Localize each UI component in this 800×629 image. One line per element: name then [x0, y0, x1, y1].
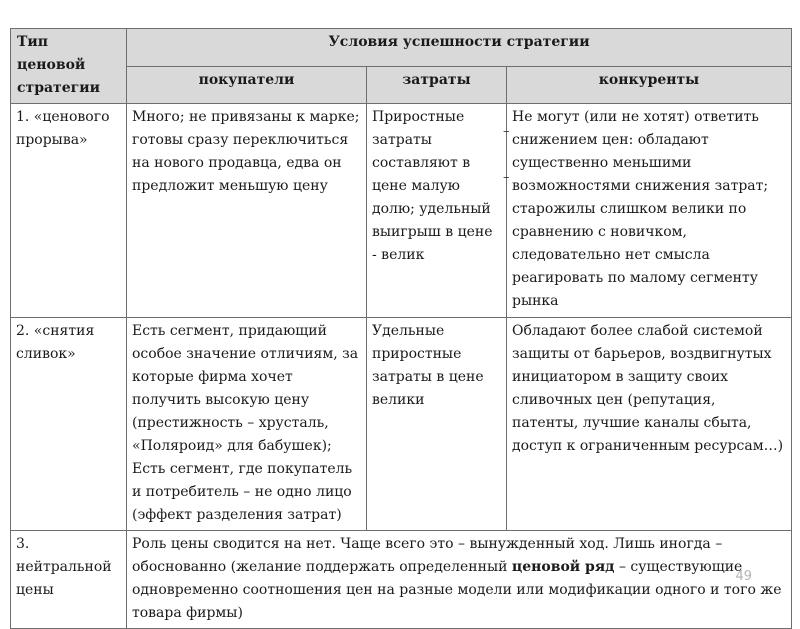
- row2-competitors: Обладают более слабой системой защиты от барьеров, воздвигнутых инициатором в защиту своих сливочных цен (репутация, патенты, лучшие каналы сбыта, доступ к ограниченным ресурсам…): [507, 318, 792, 531]
- row1-costs: Приростные затраты составляют в цене малую долю; удельный выигрыш в цене - велик: [367, 104, 507, 318]
- header-row-2: [11, 66, 792, 104]
- table-row-1: [11, 104, 792, 318]
- row1-type: 1. «ценового прорыва»: [11, 104, 127, 318]
- header-costs: затраты: [367, 66, 507, 104]
- row3-text-part1: Роль цены сводится на нет. Чаще всего это – вынужденный ход. Лишь иногда – обоснованно (желание поддержать определенный: [132, 536, 723, 575]
- row3-type: 3. нейтральной цены: [11, 531, 127, 629]
- row2-buyers: Есть сегмент, придающий особое значение отличиям, за которые фирма хочет получить высокую цену (престижность – хрусталь, «Поляроид» для бабушек); Есть сегмент, где покупатель и потребитель – не одно лицо (эффект разделения затрат): [127, 318, 367, 531]
- row2-type: 2. «снятия сливок»: [11, 318, 127, 531]
- strategy-table: [10, 28, 792, 629]
- page-number: 49: [735, 569, 752, 584]
- row3-text-bold: ценовой ряд: [511, 559, 615, 575]
- row1-buyers: Много; не привязаны к марке; готовы сразу переключиться на нового продавца, едва он предложит меньшую цену: [127, 104, 367, 318]
- row3-merged: [127, 531, 792, 629]
- header-conditions: Условия успешности стратегии: [127, 29, 792, 67]
- row2-costs: Удельные приростные затраты в цене велики: [367, 318, 507, 531]
- header-row-1: [11, 29, 792, 67]
- table-row-3: [11, 531, 792, 629]
- bullet-marker-2: –: [503, 170, 510, 185]
- header-competitors: конкуренты: [507, 66, 792, 104]
- header-buyers: покупатели: [127, 66, 367, 104]
- bullet-marker-1: –: [503, 124, 510, 139]
- row1-competitors: Не могут (или не хотят) ответить снижением цен: обладают существенно меньшими возможностями снижения затрат; старожилы слишком велики по сравнению с новичком, следовательно нет смысла реагировать по малому сегменту рынка: [507, 104, 792, 318]
- header-type: Тип ценовой стратегии: [11, 29, 127, 104]
- table-row-2: [11, 318, 792, 531]
- row3-text-part2: – существующие одновременно соотношения цен на разные модели или модификации одного и того же товара фирмы): [132, 559, 782, 621]
